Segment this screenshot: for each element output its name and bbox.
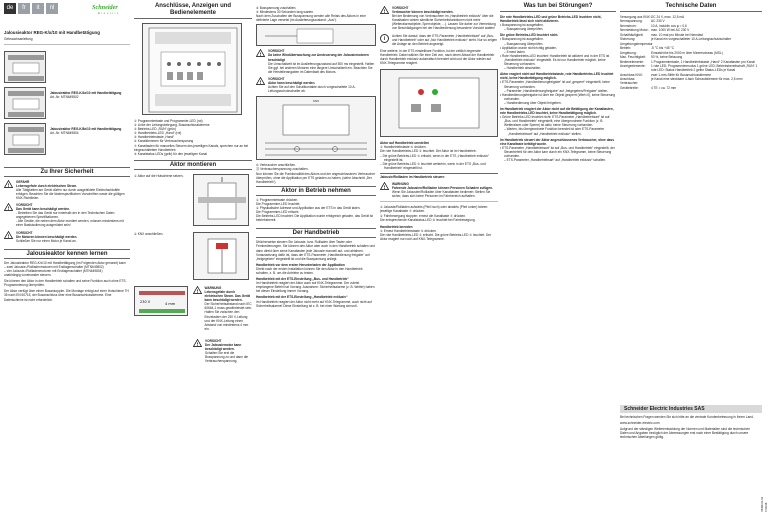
svg-text:!: ! <box>259 79 262 85</box>
connections-heading: Anschlüsse, Anzeigen und Bedienelemente <box>154 3 232 16</box>
caution-icon <box>256 49 265 57</box>
manufacturer-footer: Schneider Electric Industries SAS <box>620 405 762 413</box>
info-note: i Achten Sie darauf, dass der ETS-Parameter „Handbetriebsart“ auf „Bus- und Handbetrieb“ oder auf „Nur Handbetrieb exklusiv“ steht. Nur so zeigen die Anlage an den Betrieb angezeigt. <box>380 34 498 46</box>
caution-icon <box>193 339 202 347</box>
blind-control-heading: Jalousie/Rollladen im Handbetrieb steuern <box>380 174 445 179</box>
svg-text:!: ! <box>259 52 262 58</box>
svg-text:!: ! <box>196 288 198 294</box>
svg-text:!: ! <box>383 8 386 14</box>
tech-data-table: Versorgung aus KNX: DC 24 V, max. 12,5 mA Nennspannung: AC 230 V Nennstrom: 10 A, induktiv cos φ = 0,6 Nennleistung Motor: max. 1000 W bei AC 230 V Schalthäufigkeit: max. 10 mal pro Minute bei Nennlast Sicherung: je Kanal ein vorgeschalteter 10 A-Leitungsschutzschalter Umgebungstemperatur Betrieb: -5 °C bis +45 °C Umgebung: Einsatzhöhe bis 2000 m über Meeresniveau (MSL) Max. Feuchtigkeit: 93 %, keine Betauung Bedienelemente: 1 Programmiertaste, 1 Handbetriebstaste „Hand“ 2 Kanaltasten pro Kanal Anzeigeelemente: 1 rote LED: Programmiermodus 1 grüne LED: Betriebsbereitschaft „RUN“ 1 rote LED: Status Handbetrieb 2 gelbe Status-LEDs je Kanal Anschluss KNX: zwei 1-mm-Stifte für Busanschlussklemme Anschluss Verbraucher: je Kanal eine steckbare 4-fach Schraubklemme für max. 2,5 mm² Gerätebreite: 4 TE = ca. 72 mm <box>620 15 758 90</box>
device-2-name: Jalousieaktor REG-K/8x/10 mit Handbetätigung <box>50 126 122 131</box>
website-link[interactable]: www.schneider-electric.com <box>620 421 660 426</box>
safety-distance <box>134 286 252 331</box>
column-5 <box>500 3 616 162</box>
caution-notice-1: ! VORSICHT Das Gerät kann beschädigt werden. - Betreiben Sie das Gerät nur innerhalb der in den Technischen Daten angegebenen Spezifikationen. - Alle Geräte, die neben dem Aktor montiert werden, müssen mindestens mit einer Basisisolierung ausgerüstet sein! <box>4 203 130 228</box>
column-4: ! VORSICHT Verbraucher können beschädigt werden. Bei der Bedienung von Verbrauchern im „Handbetrieb exklusiv“ über die Kanaltasten wirken sämtliche Sicherheitsfunktionen nicht mehr (Wetteralarmobjekte, Sperrobjekte, ...). Lassen Sie daher zur Vermeidung von Beschädigungen bei der Handbedienung besondere Vorsicht walten! i Achten Sie darauf, dass der ETS-Parameter „Handbetriebsart“ auf „Bus- und Handbetrieb“ oder auf „Nur Handbetrieb exklusiv“ steht. Nur so zeigen die Anlage an den Betrieb angezeigt. Eine weitere, in der ETS einstellbare Funktion, ist der zeitlich begrenzte Handbetrieb. Dabei wählen Sie eine Zeit von, nach deren Ablauf der Handbetrieb durch Handbetrieb exklusiv automatisch beendet wird und der Aktor wieder auf KNX-Telegramme reagiert. Aktor auf Handbetrieb umstellen ① Handbetriebstaste ⑤ drücken. Die rote Handbetriebs-LED ④ leuchtet. Der Aktor ist im Handbetrieb. – Die grüne Betriebs-LED ③ erlischt, wenn in der ETS „Handbetrieb exklusiv“ eingestellt ist. – Die grüne Betriebs-LED ③ leuchtet weiterhin, wenn in der ETS „Bus- und Handbetrieb“ eingestellt ist. Jalousie/Rollladen im Handbetrieb steuern ! WARNUNG Fahrende Jalousien/Rollladen können Personen Schaden zufügen. Wenn Sie Jalousien/Rollladen über Kanaltasten bedienen: Stellen Sie sicher, dass sich keine Personen im Fahrbereich aufhalten. ① Jalousie/Rollladen aufwärts (Pfeil hoch) oder abwärts (Pfeil runter) fahren: jeweilige Kanaltaste ⑦ drücken. ② Fahrbewegung stoppen: erneut die Kanaltaste ⑦ drücken. Die entsprechende Kanalstatus-LED ⑧ leuchtet bei Fahrbewegung. Handbetrieb beenden ① Erneut Handbetriebstaste ⑤ drücken. Die rote Handbetriebs-LED ④ erlischt. Die grüne Betriebs-LED ③ leuchtet. Der Aktor reagiert nur noch auf KNX-Telegramme. <box>380 6 498 241</box>
device-1-art: Art.-Nr. MTN649802 <box>50 94 79 99</box>
mount-step-2: ② KNX anschließen. <box>134 232 252 280</box>
troubleshooting-heading: Was tun bei Störungen? <box>523 3 593 9</box>
safety-heading: Zu Ihrer Sicherheit <box>40 168 94 175</box>
column-6 <box>620 3 762 90</box>
caution-actor-notice: ! VORSICHT Aktor kann beschädigt werden. Achten Sie auf den Schaltkontakte durch vorgeschaltete 10 A-Leitungsschutzschalter ab. <box>256 77 376 93</box>
device-front-diagram <box>142 23 242 115</box>
troubleshooting-list: Die rote Handbetriebs-LED und grüne Betriebs-LED leuchten nicht, Handbetrieb lässt sich nicht aktivieren. • Busspannung ist ausgefallen. – Busspannung überprüfen. Die grüne Betriebs-LED leuchtet nicht. • Busspannung ist ausgefallen. – Busspannung überprüfen. • Applikation wurde nicht richtig geladen. – Erneut laden • Rote Handbetriebs-LED leuchtet: Handbetrieb ist aktiviert und in der ETS ist „Handbetrieb exklusiv“ eingestellt. Es ist nur Handbetrieb möglich, keine Steuerung vorhanden. – Handbetrieb abschalten. Aktor reagiert nicht auf Handbetriebstaste, rote Handbetriebs-LED leuchtet nicht, keine Handbetätigung möglich. • ETS-Parameter „Handbedienungfreigabe“ ist auf „gesperrt“ eingestellt, keine Steuerung vorhanden. – Parameter „Handbedienungfreigabe“ auf „freigegeben/Freigabe“ stellen. • Handbedienungsfreigabe ist über ein Objekt gesperrt (Wert=0), keine Steuerung vorhanden. – Handbedienung über Objekt freigeben. Im Handbetrieb reagiert der Aktor nicht auf die Betätigung der Kanaltasten, rote Handbetriebs-LED leuchtet, keine Handbetätigung möglich. • Grüne Betriebs-LED leuchtet nicht: ETS-Parameter „Handbetriebsart“ ist auf „Bus- und Handbetrieb“ eingestellt, eine übergeordnete Funktion (z. B. Wetteralarm oder Sperre) ist aktiv, keine Steuerung vorhanden. – Warten, bis übergeordnete Funktion beendet ist oder ETS-Parameter „Handbetriebsart“ auf „Handbetrieb exklusiv“ stellen. Im Handbetrieb steuert der Aktor angeschlossenes Verbraucher, ohne dass eine Kanaltaste betätigt wurde. • ETS-Parameter „Handbetriebsart“ ist auf „Bus- und Handbetrieb“ eingestellt, der Steuerbefehl für den Aktor kam durch ein KNX-Telegramm, keine Steuerung vorhanden. – ETS-Parameter „Handbetriebsart“ auf „Handbetrieb exklusiv“ schalten. <box>500 15 616 163</box>
caution-icon <box>256 77 265 85</box>
svg-text:!: ! <box>383 184 386 190</box>
column-2 <box>134 3 252 366</box>
device-1-name: Jalousieaktor REG-K/4x/10 mit Handbetätigung <box>50 90 122 95</box>
document-code: V6498-00-04 07/2018 <box>761 497 768 512</box>
language-tabs <box>4 3 58 14</box>
manual-label: Gebrauchsanleitung <box>4 37 33 42</box>
column-3: ⑧ Busspannung zuschalten. ⑨ Mindestens 30 Sekunden lang warten. Nach dem Zuschalten der Busspannung werden alle Relais des Aktors in eine definierte Lage versetzt (im Auslieferungszustand: „Aus“). ! VORSICHT Da keine Windüberwachung zur Ansteuerung der Jalousiemotoren beschädigt Die Umschaltzeit ist im Auslieferungszustand auf 500 ms eingestellt. Halten Sie ggf. bei anderen Motoren eine längere Umschaltzeit ein. Beachten Sie die Herstellerangaben im Datenblatt des Motors. ! VORSICHT Aktor kann beschädigt werden. Achten Sie auf den Schaltkontakte durch vorgeschaltete 10 A-Leitungsschutzschalter ab. KNX ⑩ Verbraucher anschließen. ⑪ Verbraucherspannung zuschalten. Nun können Sie die Funktionalität des Aktors und der angeschlossenen Verbraucher überprüfen, ohne die Applikation per ETS geladen zu haben, (siehe Abschnitt „Der Handbetrieb“). Aktor in Betrieb nehmen ① Programmiertaste drücken. Die Programmier-LED leuchtet. ② Physikalische Adresse und Applikation aus der ETS in das Gerät laden. Die Programmier-LED erlischt. Die Betriebs-LED leuchtet: Die Applikation wurde erfolgreich geladen, das Gerät ist betriebsbereit. Der Handbetrieb Üblicherweise steuern Sie Jalousie- bzw. Rollladen über Taster oder Fernbedienungen. Sie können den Aktor aber auch in den Handbetrieb schalten und dann direkt über seine Kanaltasten jede Jalousie manuell auf- und abfahren. Voraussetzung dafür ist, dass der ETS-Parameter „Handbedienung freigabe“ auf „freigegeben“ eingestellt ist und die Busspannung anliegt. Handbetrieb vor dem ersten Herunterladen der Applikation Direkt nach der ersten Installation können Sie den Aktor in den Handbetrieb schalten, z. B. um die Antriebe zu testen. Handbetrieb mit der ETS-Einstellung „Bus- und Handbetrieb“ Im Handbetrieb reagiert der Aktor auch auf KNX-Telegramme. Der zuletzt empfangene Befehl hat Vorrang. Ausnahme: Sicherheitsalarme (z. B. Wetter) haben bei dieser Einstellung immer Vorrang. Handbetrieb mit der ETS-Einstellung „Handbetrieb exklusiv“ Im Handbetrieb reagiert der Aktor nicht mehr auf KNX-Telegramme, auch nicht auf Sicherheitsalarme! Diese Einstellung ist z. B. bei einer Wartung sinnvoll. <box>256 6 376 308</box>
wiring-diagram: KNX <box>256 96 376 160</box>
learn-heading: Jalousieaktor kennen lernen <box>26 250 108 257</box>
danger-icon <box>4 180 13 188</box>
warning-moving-notice: ! WARNUNG Fahrende Jalousien/Rollladen können Personen Schaden zufügen. Wenn Sie Jalousien/Rollladen über Kanaltasten bedienen: Stellen Sie sicher, dass sich keine Personen im Fahrbereich aufhalten. <box>380 182 498 198</box>
column-1 <box>4 20 130 302</box>
operation-steps: ① Programmiertaste drücken. Die Programmier-LED leuchtet. ② Physikalische Adresse und Applikation aus der ETS in das Gerät laden. Die Programmier-LED erlischt. Die Betriebs-LED leuchtet: Die Applikation wurde erfolgreich geladen, das Gerät ist betriebsbereit. <box>256 197 373 223</box>
caution-bus-notice: ! VORSICHT Der Jalousiemotor kann beschädigt werden. Schalten Sie erst die Busspannung zu und dann die Verbraucherspannung. <box>193 339 253 364</box>
warning-notice: ! WARNUNG Lebensgefahr durch elektrischen Strom. Das Gerät kann beschädigt werden. Der Sicherheitsabstand nach IEC 60664-1 muss gewährleistet sein. Halten Sie zwischen den Einzeladern der 230 V-Leitung und der KNX-Leitung einen Abstand von mindestens 4 mm ein. <box>193 286 252 331</box>
wire-distance-diagram <box>134 286 188 316</box>
mount-heading: Aktor montieren <box>169 161 217 168</box>
lang-tab-de[interactable]: de <box>4 3 16 14</box>
connections-list: ① Programmiertaste und Programmier-LED (rot) ② Linke der Leitungsbelegung, Busanschlussklemme ③ Betriebs-LED „RUN“ (grün) ④ Handbetriebs-LED „Hand“ (rot) ⑤ Handbetriebstaste „Hand“ ⑥ Kanalklemmen für Verbrauchersparung ⑦ Kanaltasten für manuelles Steuern des jeweiligen Kanals, sprechen nur an bei eingeschaltetem Handbetrieb ⑧ Kanalstatus-LEDs (gelb) für den jeweiligen Kanal <box>134 119 249 156</box>
caution-motor-notice: ! VORSICHT Da keine Windüberwachung zur Ansteuerung der Jalousiemotoren beschädigt Die Umschaltzeit ist im Auslieferungszustand auf 500 ms eingestellt. Halten Sie ggf. bei anderen Motoren eine längere Umschaltzeit ein. Beachten Sie die Herstellerangaben im Datenblatt des Motors. <box>256 49 376 74</box>
svg-text:!: ! <box>7 233 10 239</box>
device-2-art: Art.-Nr. MTN649804 <box>50 130 79 135</box>
knx-connect-diagram <box>193 232 249 280</box>
warning-icon <box>380 182 389 190</box>
operation-heading: Aktor in Betrieb nehmen <box>281 187 351 194</box>
schneider-logo: Schneider Electric <box>92 4 120 15</box>
svg-text:!: ! <box>7 182 10 188</box>
bus-diagram <box>256 24 376 46</box>
product-title: Jalousieaktor REG-K/x/10 mit Handbetätigung <box>4 30 100 35</box>
warning-icon <box>193 286 202 294</box>
svg-text:!: ! <box>196 341 199 347</box>
caution-icon <box>4 203 13 211</box>
info-icon: i <box>380 34 389 43</box>
lang-tab-fr[interactable]: fr <box>18 3 30 14</box>
manual-mode-diagram <box>380 69 498 137</box>
mount-step-1: ① Aktor auf die Hutschiene setzen. <box>134 174 252 226</box>
caution-notice-2: ! VORSICHT Die Motoren können beschädigt werden. Schließen Sie nur einen Motor je Kanal an. <box>4 231 130 243</box>
manufacturer-info: Bei technischen Fragen wenden Sie sich bitte an die zentrale Kundenbetreuung in Ihrem Land. www.schneider-electric.com Aufgrund der ständigen Weiterentwicklung der Normen und Materialien sind die technischen Daten und Angaben bezüglich der Abmessungen erst nach einer Bestätigung durch unsere technischen Abteilungen gültig. <box>620 415 758 439</box>
device-image-8x <box>4 87 46 119</box>
caution-icon <box>380 6 389 14</box>
manual-mode-section: Üblicherweise steuern Sie Jalousie- bzw. Rollladen über Taster oder Fernbedienungen. Sie können den Aktor aber auch in den Handbetrieb schalten und dann direkt über seine Kanaltasten jede Jalousie manuell auf- und abfahren. Voraussetzung dafür ist, dass der ETS-Parameter „Handbedienung freigabe“ auf „freigegeben“ eingestellt ist und die Busspannung anliegt. Handbetrieb vor dem ersten Herunterladen der Applikation Direkt nach der ersten Installation können Sie den Aktor in den Handbetrieb schalten, z. B. um die Antriebe zu testen. Handbetrieb mit der ETS-Einstellung „Bus- und Handbetrieb“ Im Handbetrieb reagiert der Aktor auch auf KNX-Telegramme. Der zuletzt empfangene Befehl hat Vorrang. Ausnahme: Sicherheitsalarme (z. B. Wetter) haben bei dieser Einstellung immer Vorrang. Handbetrieb mit der ETS-Einstellung „Handbetrieb exklusiv“ Im Handbetrieb reagiert der Aktor nicht mehr auf KNX-Telegramme, auch nicht auf Sicherheitsalarme! Diese Einstellung ist z. B. bei einer Wartung sinnvoll. <box>256 240 375 308</box>
caution-consumers-notice: ! VORSICHT Verbraucher können beschädigt werden. Bei der Bedienung von Verbrauchern im „Handbetrieb exklusiv“ über die Kanaltasten wirken sämtliche Sicherheitsfunktionen nicht mehr (Wetteralarmobjekte, Sperrobjekte, ...). Lassen Sie daher zur Vermeidung von Beschädigungen bei der Handbedienung besondere Vorsicht walten! <box>380 6 498 31</box>
caution-icon <box>4 231 13 239</box>
lang-tab-nl[interactable]: nl <box>46 3 58 14</box>
svg-text:4 mm: 4 mm <box>165 301 176 306</box>
din-rail-diagram <box>193 174 249 226</box>
learn-section: Der Jalousieaktor REG-K/x/10 mit Handbetätigung (im Folgenden Aktor genannt) kann – zwei Jalousie-/Rollladenmotoren mit Endlagenschalter (MTN649802) – vier Jalousie-/Rollladenmotoren mit Endlagenschalter (MTN649804) unabhängig voneinander steuern. Sie können den Aktor in den Handbetrieb schalten und seine Funktion auch ohne ETS-Programmierung überprüfen. Der Aktor verfügt über einen Busankoppler. Die Montage erfolgt auf einer Hutschiene TH 35 nach EN 60715, der Busanschluss über eine Busanschlussklemme. Eine Datenschiene ist nicht erforderlich. <box>4 260 129 302</box>
lang-tab-it[interactable]: it <box>32 3 44 14</box>
manual-end-heading: Handbetrieb beenden <box>380 224 413 229</box>
device-image-4x <box>4 51 46 83</box>
manual-on-heading: Aktor auf Handbetrieb umstellen <box>380 141 430 146</box>
tech-data-heading: Technische Daten <box>665 3 717 9</box>
danger-notice: ! GEFAHR Lebensgefahr durch elektrischen Strom. Alle Tätigkeiten am Gerät dürfen nur durch ausgebildete Elektrofachkräfte erfolgen. Beachten Sie die länderspezifischen Vorschriften sowie die gültigen KNX-Richtlinien. <box>4 180 130 200</box>
svg-text:230 V: 230 V <box>140 299 151 304</box>
svg-text:!: ! <box>7 205 10 211</box>
device-image-large <box>4 123 46 155</box>
manual-mode-heading: Der Handbetrieb <box>292 230 340 237</box>
